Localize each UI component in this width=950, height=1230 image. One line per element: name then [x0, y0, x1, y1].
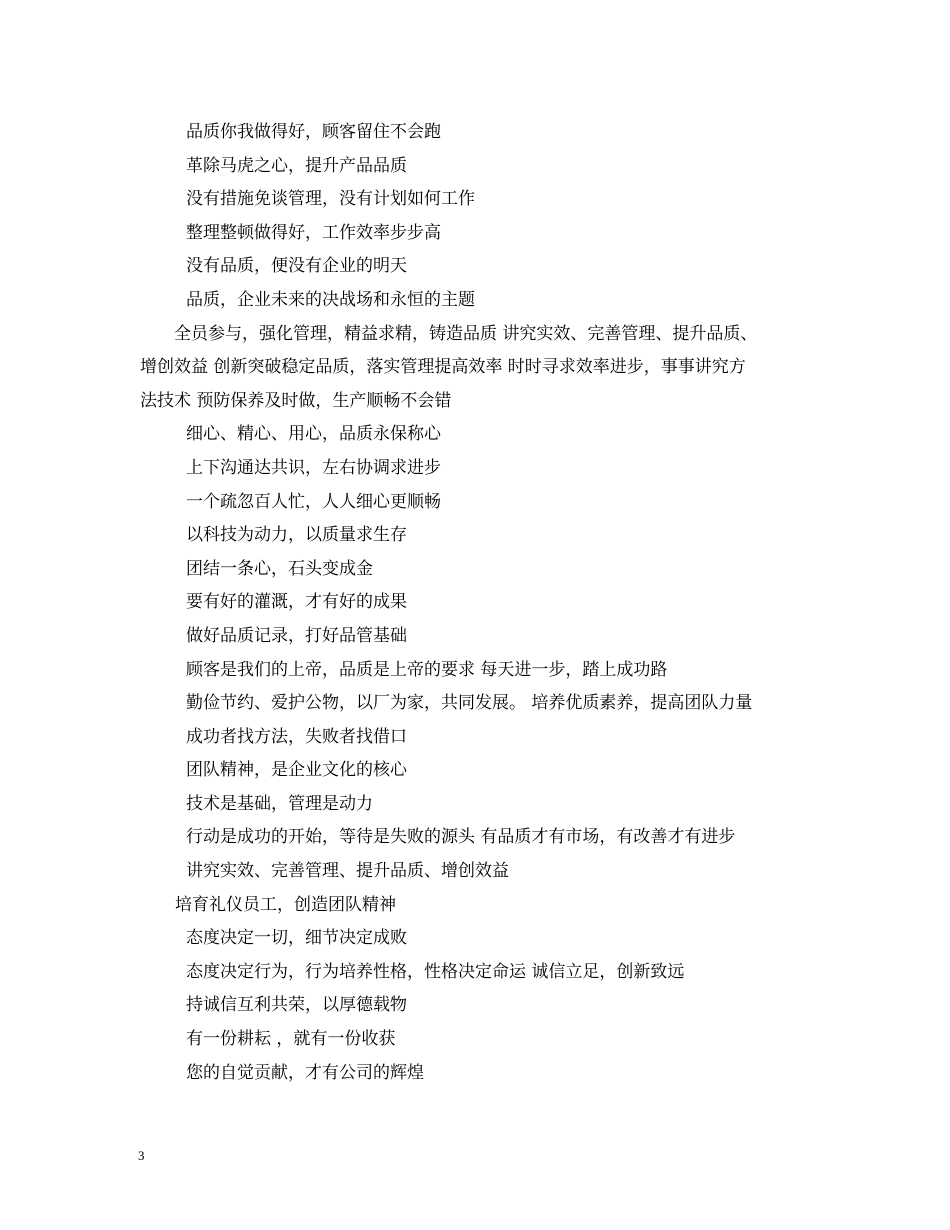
text-line: 成功者找方法，失败者找借口 — [186, 726, 407, 747]
text-line: 您的自觉贡献，才有公司的辉煌 — [186, 1062, 424, 1083]
text-line: 革除马虎之心，提升产品品质 — [186, 155, 407, 176]
text-line: 没有品质，便没有企业的明天 — [186, 256, 407, 277]
text-line: 持诚信互利共荣，以厚德载物 — [186, 995, 407, 1016]
paragraph-first-line: 全员参与，强化管理，精益求精，铸造品质 讲究实效、完善管理、提升品质、 — [174, 323, 758, 344]
text-line: 态度决定行为，行为培养性格，性格决定命运 诚信立足，创新致远 — [186, 961, 685, 982]
text-line: 培育礼仪员工，创造团队精神 — [175, 894, 396, 915]
text-line: 团结一条心，石头变成金 — [186, 558, 373, 579]
text-line: 一个疏忽百人忙，人人细心更顺畅 — [186, 491, 441, 512]
text-line: 顾客是我们的上帝，品质是上帝的要求 每天进一步，踏上成功路 — [186, 659, 668, 680]
text-line: 整理整顿做得好，工作效率步步高 — [186, 222, 441, 243]
text-line: 上下沟通达共识，左右协调求进步 — [186, 457, 441, 478]
text-line: 品质，企业未来的决战场和永恒的主题 — [186, 289, 475, 310]
text-line: 以科技为动力，以质量求生存 — [186, 525, 407, 546]
paragraph-continuation-line: 增创效益 创新突破稳定品质，落实管理提高效率 时时寻求效率进步，事事讲究方 — [140, 357, 746, 378]
text-line: 品质你我做得好，顾客留住不会跑 — [186, 122, 441, 142]
text-line: 要有好的灌溉，才有好的成果 — [186, 592, 407, 613]
text-line: 行动是成功的开始，等待是失败的源头 有品质才有市场，有改善才有进步 — [186, 827, 736, 848]
text-line: 没有措施免谈管理，没有计划如何工作 — [186, 189, 475, 210]
page-number: 3 — [138, 1148, 145, 1163]
text-line: 勤俭节约、爱护公物，以厂为家，共同发展。 培养优质素养，提高团队力量 — [186, 693, 753, 714]
text-line: 技术是基础，管理是动力 — [186, 793, 373, 814]
text-line: 态度决定一切，细节决定成败 — [186, 928, 407, 949]
text-line: 做好品质记录，打好品管基础 — [186, 625, 407, 646]
text-line: 细心、精心、用心，品质永保称心 — [186, 424, 441, 445]
text-line: 讲究实效、完善管理、提升品质、增创效益 — [186, 861, 509, 882]
paragraph-continuation-line: 法技术 预防保养及时做，生产顺畅不会错 — [140, 390, 452, 411]
text-line: 团队精神，是企业文化的核心 — [186, 760, 407, 781]
body-text — [140, 116, 840, 1090]
text-line: 有一份耕耘 ，就有一份收获 — [186, 1029, 396, 1050]
